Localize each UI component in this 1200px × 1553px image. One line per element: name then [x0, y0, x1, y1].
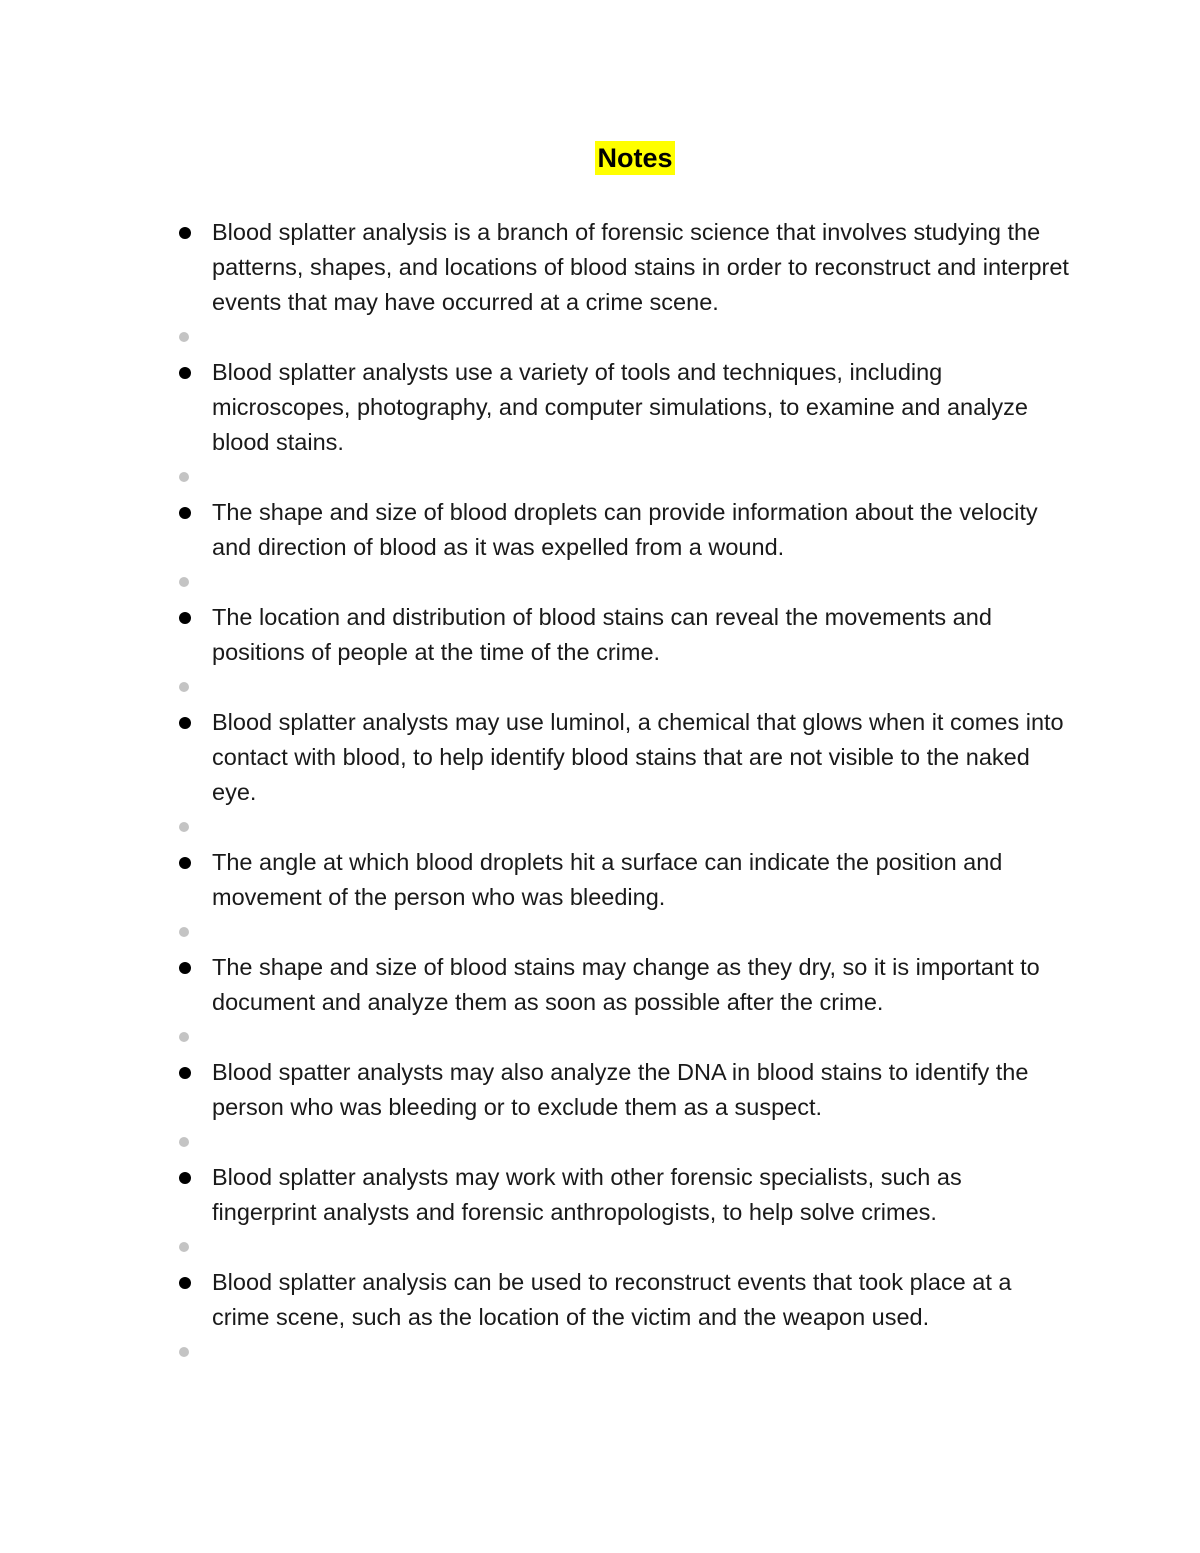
note-text: Blood splatter analysts use a variety of tools and techniques, including microscopes, photography, and computer simulations, to examine and analyze blood stains.: [212, 359, 1028, 455]
bullet-icon: [179, 367, 191, 379]
empty-list-item: [0, 460, 1200, 495]
faint-bullet-icon: [179, 472, 189, 482]
empty-list-item: [0, 1230, 1200, 1265]
faint-bullet-icon: [179, 927, 189, 937]
bullet-icon: [179, 227, 191, 239]
list-item: [0, 845, 1072, 915]
bullet-icon: [179, 1067, 191, 1079]
note-text: The location and distribution of blood stains can reveal the movements and positions of people at the time of the crime.: [212, 604, 992, 665]
page-title: Notes: [597, 143, 673, 173]
bullet-icon: [179, 962, 191, 974]
note-text: Blood spatter analysts may also analyze the DNA in blood stains to identify the person who was bleeding or to exclude them as a suspect.: [212, 1059, 1029, 1120]
faint-bullet-icon: [179, 822, 189, 832]
bullet-icon: [179, 1277, 191, 1289]
bullet-icon: [179, 1172, 191, 1184]
note-text: The shape and size of blood stains may change as they dry, so it is important to document and analyze them as soon as possible after the crime.: [212, 954, 1040, 1015]
list-item: [0, 1265, 1072, 1335]
title-container: [0, 141, 1200, 175]
list-item: [0, 215, 1072, 320]
note-text: Blood splatter analysts may work with other forensic specialists, such as fingerprint analysts and forensic anthropologists, to help solve crimes.: [212, 1164, 962, 1225]
empty-list-item: [0, 810, 1200, 845]
bullet-icon: [179, 507, 191, 519]
faint-bullet-icon: [179, 682, 189, 692]
list-item: [0, 1160, 1072, 1230]
list-item: [0, 355, 1072, 460]
note-text: The shape and size of blood droplets can provide information about the velocity and direction of blood as it was expelled from a wound.: [212, 499, 1038, 560]
bullet-icon: [179, 717, 191, 729]
faint-bullet-icon: [179, 1242, 189, 1252]
empty-list-item: [0, 670, 1200, 705]
list-item: [0, 950, 1072, 1020]
faint-bullet-icon: [179, 1137, 189, 1147]
note-text: Blood splatter analysts may use luminol, a chemical that glows when it comes into contact with blood, to help identify blood stains that are not visible to the naked eye.: [212, 709, 1064, 805]
bullet-icon: [179, 612, 191, 624]
empty-list-item: [0, 915, 1200, 950]
faint-bullet-icon: [179, 1032, 189, 1042]
empty-list-item: [0, 1125, 1200, 1160]
list-item: [0, 600, 1072, 670]
faint-bullet-icon: [179, 577, 189, 587]
bullet-icon: [179, 857, 191, 869]
note-text: Blood splatter analysis can be used to reconstruct events that took place at a crime scene, such as the location of the victim and the weapon used.: [212, 1269, 1012, 1330]
empty-list-item: [0, 565, 1200, 600]
faint-bullet-icon: [179, 332, 189, 342]
list-item: [0, 1055, 1072, 1125]
list-item: [0, 495, 1072, 565]
note-text: Blood splatter analysis is a branch of forensic science that involves studying the patterns, shapes, and locations of blood stains in order to reconstruct and interpret events that may have occurred at a crime scene.: [212, 219, 1069, 315]
empty-list-item: [0, 320, 1200, 355]
faint-bullet-icon: [179, 1347, 189, 1357]
empty-list-item: [0, 1020, 1200, 1055]
empty-list-item: [0, 1335, 1200, 1370]
note-text: The angle at which blood droplets hit a surface can indicate the position and movement of the person who was bleeding.: [212, 849, 1003, 910]
notes-list: [0, 215, 1200, 1370]
list-item: [0, 705, 1072, 810]
